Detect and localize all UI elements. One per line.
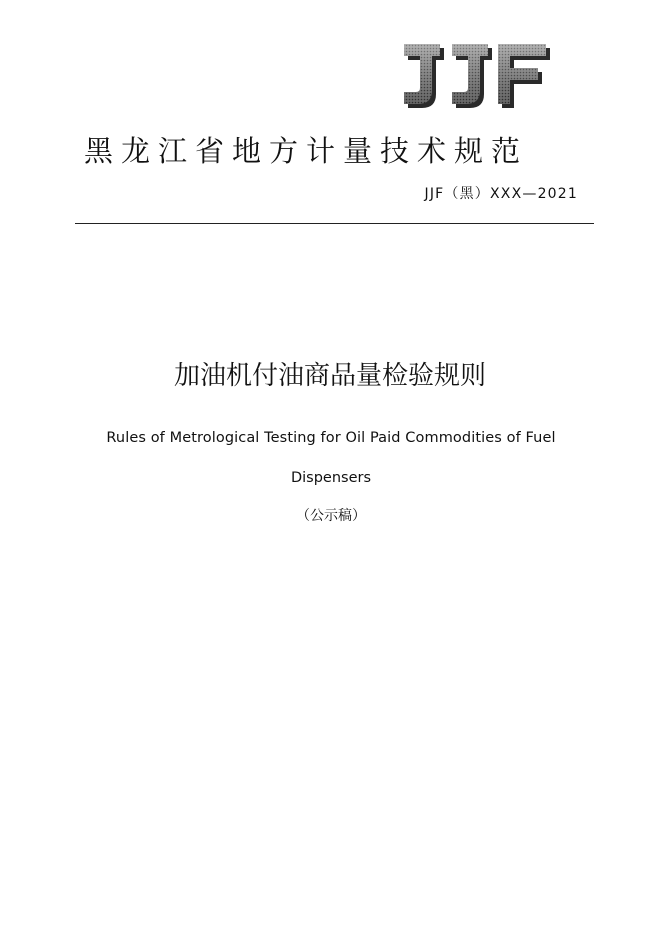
document-number: JJF（黑）XXX—2021 bbox=[424, 186, 578, 202]
document-title-en-line1: Rules of Metrological Testing for Oil Paid Commodities of Fuel bbox=[106, 430, 556, 446]
draft-status-note: （公示稿） bbox=[296, 508, 366, 524]
document-title-en-line2: Dispensers bbox=[290, 470, 372, 486]
header-divider bbox=[75, 223, 594, 224]
jjf-logo bbox=[402, 44, 552, 112]
jjf-logo-graphic bbox=[402, 44, 552, 112]
document-title-zh bbox=[0, 357, 662, 395]
document-title-zh-text: 加油机付油商品量检验规则 bbox=[173, 361, 486, 391]
organization-title: 黑龙江省地方计量技术规范 bbox=[84, 134, 529, 168]
